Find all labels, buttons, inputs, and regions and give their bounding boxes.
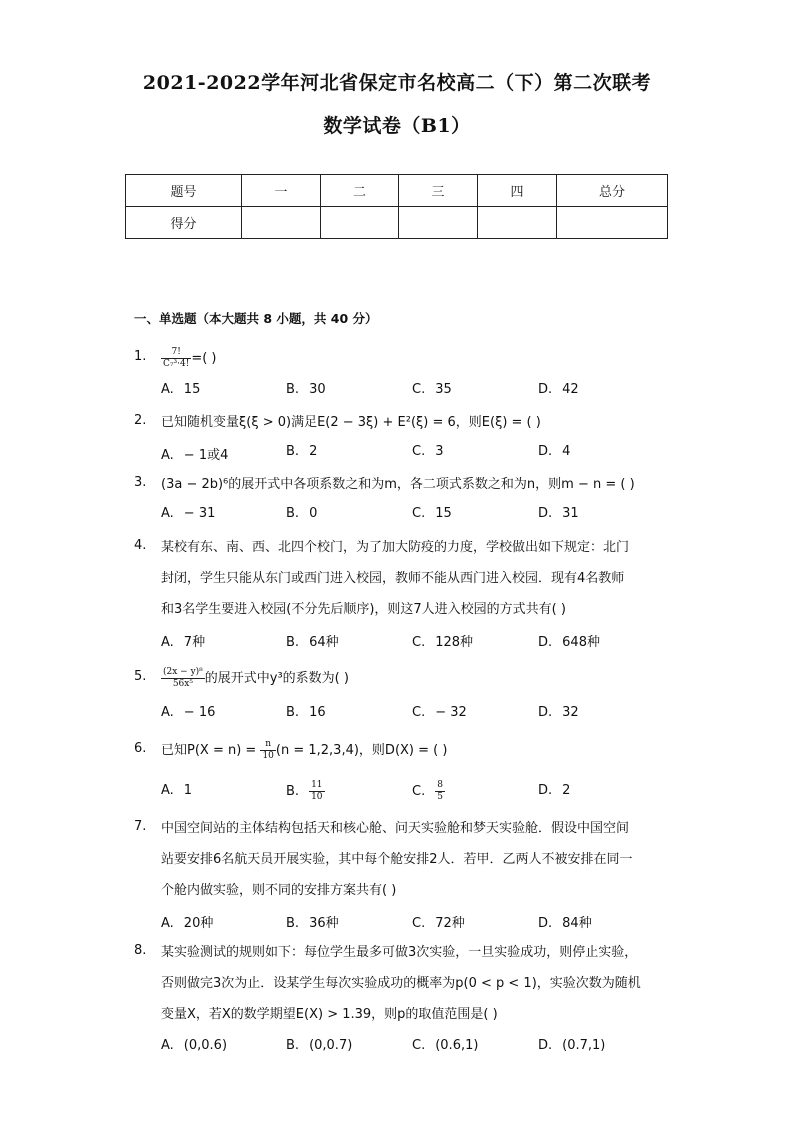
question-5 — [134, 663, 674, 694]
option-d[interactable]: D. 32 — [538, 705, 579, 720]
exam-title-line2: 数学试卷（B1） — [323, 115, 471, 137]
question-stem: 已知随机变量ξ(ξ > 0)满足E(2 − 3ξ) + E²(ξ) = 6，则E(ξ) = ( ) — [161, 415, 541, 430]
option-c[interactable]: C. − 32 — [412, 705, 467, 720]
fraction: $\frac{11}{10}$ — [311, 780, 323, 802]
question-7 — [134, 813, 674, 906]
option-d[interactable]: D. 31 — [538, 506, 579, 521]
option-c[interactable]: C. (0.6,1) — [412, 1038, 479, 1053]
question-stem: $\frac{\text{(2x − y)⁸}}{\text{56x⁵}}$ 的展开式中y³的系数为( ) — [163, 667, 349, 689]
options-q4 — [161, 631, 681, 651]
option-d[interactable]: D. 648种 — [538, 635, 600, 650]
option-d[interactable]: D. 4 — [538, 444, 571, 459]
option-a[interactable]: A. 20种 — [161, 916, 214, 931]
options-q2 — [161, 444, 681, 464]
stem-line: 封闭，学生只能从东门或西门进入校园，教师不能从西门进入校园．现有4名教师 — [161, 571, 625, 586]
score-header-cell: 题号 — [126, 175, 242, 207]
stem-line: 站要安排6名航天员开展实验，其中每个舱安排2人．若甲．乙两人不被安排在同一 — [161, 852, 633, 867]
score-cell[interactable] — [557, 207, 668, 239]
question-number: 4. — [134, 538, 147, 553]
stem-line: 某实验测试的规则如下：每位学生最多可做3次实验，一旦实验成功，则停止实验， — [161, 945, 638, 960]
section-heading: 一、单选题（本大题共 8 小题，共 40 分） — [134, 311, 378, 326]
stem-line: 某校有东、南、西、北四个校门，为了加大防疫的力度，学校做出如下规定：北门 — [161, 540, 630, 555]
option-c[interactable]: C. $\frac{8}{5}$ — [412, 780, 443, 802]
question-stem — [161, 532, 666, 625]
option-b[interactable]: B. $\frac{11}{10}$ — [286, 780, 323, 802]
score-cell[interactable] — [478, 207, 557, 239]
option-a[interactable]: A. (0,0.6) — [161, 1038, 228, 1053]
option-c[interactable]: C. 3 — [412, 444, 444, 459]
score-row-label: 得分 — [126, 207, 242, 239]
question-2 — [134, 407, 674, 438]
score-table-header-row — [126, 175, 668, 207]
options-q5 — [161, 705, 681, 725]
score-header-cell: 四 — [478, 175, 557, 207]
option-d[interactable]: D. (0.7,1) — [538, 1038, 606, 1053]
stem-line: 个舱内做实验，则不同的安排方案共有( ) — [161, 883, 397, 898]
question-number: 8. — [134, 943, 147, 958]
question-number: 6. — [134, 741, 147, 756]
stem-line: 否则做完3次为止．设某学生每次实验成功的概率为p(0 < p < 1)，实验次数为随机 — [161, 976, 641, 991]
option-b[interactable]: B. 36种 — [286, 916, 339, 931]
option-b[interactable]: B. 64种 — [286, 635, 339, 650]
option-a[interactable]: A. − 16 — [161, 705, 216, 720]
score-header-cell: 一 — [242, 175, 321, 207]
fraction: $\frac{\text{(2x − y)⁸}}{\text{56x⁵}}$ — [163, 667, 203, 689]
score-header-cell: 总分 — [557, 175, 668, 207]
option-c[interactable]: C. 128种 — [412, 635, 474, 650]
question-3 — [134, 469, 674, 500]
question-6 — [134, 735, 674, 766]
question-number: 3. — [134, 475, 147, 490]
fraction: $\frac{8}{5}$ — [437, 780, 443, 802]
option-d[interactable]: D. 84种 — [538, 916, 592, 931]
stem-line: 变量X，若X的数学期望E(X) > 1.39，则p的取值范围是( ) — [161, 1007, 498, 1022]
score-cell[interactable] — [321, 207, 399, 239]
option-b[interactable]: B. 2 — [286, 444, 318, 459]
stem-line: 和3名学生要进入校园(不分先后顺序)，则这7人进入校园的方式共有( ) — [161, 602, 566, 617]
score-header-cell: 二 — [321, 175, 399, 207]
question-number: 2. — [134, 413, 147, 428]
question-8 — [134, 937, 674, 1030]
option-d[interactable]: D. 2 — [538, 783, 571, 798]
options-q6 — [161, 780, 681, 806]
question-number: 5. — [134, 669, 147, 684]
score-cell[interactable] — [399, 207, 478, 239]
option-a[interactable]: A. − 1或4 — [161, 448, 229, 463]
option-b[interactable]: B. 30 — [286, 382, 326, 397]
question-number: 7. — [134, 819, 147, 834]
score-header-cell: 三 — [399, 175, 478, 207]
stem-line: 中国空间站的主体结构包括天和核心舱、问天实验舱和梦天实验舱．假设中国空间 — [161, 821, 630, 836]
option-a[interactable]: A. 15 — [161, 382, 201, 397]
options-q7 — [161, 912, 681, 932]
score-table — [125, 174, 668, 239]
question-stem: 已知P(X = n) = $\frac{n}{10}$ (n = 1,2,3,4)，则D(X) = ( ) — [161, 739, 448, 761]
option-b[interactable]: B. 0 — [286, 506, 318, 521]
option-a[interactable]: A. 1 — [161, 783, 193, 798]
question-stem: $\frac{7!}{\text{C₇³·4!}}$ =( ) — [163, 347, 217, 369]
option-b[interactable]: B. (0,0.7) — [286, 1038, 353, 1053]
options-q1 — [161, 382, 681, 402]
exam-title-line1: 2021-2022学年河北省保定市名校高二（下）第二次联考 — [142, 72, 652, 94]
question-4 — [134, 532, 674, 625]
option-c[interactable]: C. 72种 — [412, 916, 465, 931]
fraction: $\frac{7!}{\text{C₇³·4!}}$ — [163, 347, 190, 369]
score-table-score-row — [126, 207, 668, 239]
option-a[interactable]: A. 7种 — [161, 635, 206, 650]
fraction: $\frac{n}{10}$ — [262, 739, 274, 761]
question-stem: (3a − 2b)⁶的展开式中各项系数之和为m，各二项式系数之和为n，则m − n = ( ) — [161, 477, 635, 492]
question-stem — [161, 937, 666, 1030]
score-cell[interactable] — [242, 207, 321, 239]
options-q3 — [161, 506, 681, 526]
question-1 — [134, 343, 674, 374]
option-c[interactable]: C. 15 — [412, 506, 452, 521]
option-d[interactable]: D. 42 — [538, 382, 579, 397]
option-a[interactable]: A. − 31 — [161, 506, 216, 521]
question-stem — [161, 813, 666, 906]
question-number: 1. — [134, 349, 147, 364]
options-q8 — [161, 1038, 681, 1058]
option-b[interactable]: B. 16 — [286, 705, 326, 720]
option-c[interactable]: C. 35 — [412, 382, 452, 397]
